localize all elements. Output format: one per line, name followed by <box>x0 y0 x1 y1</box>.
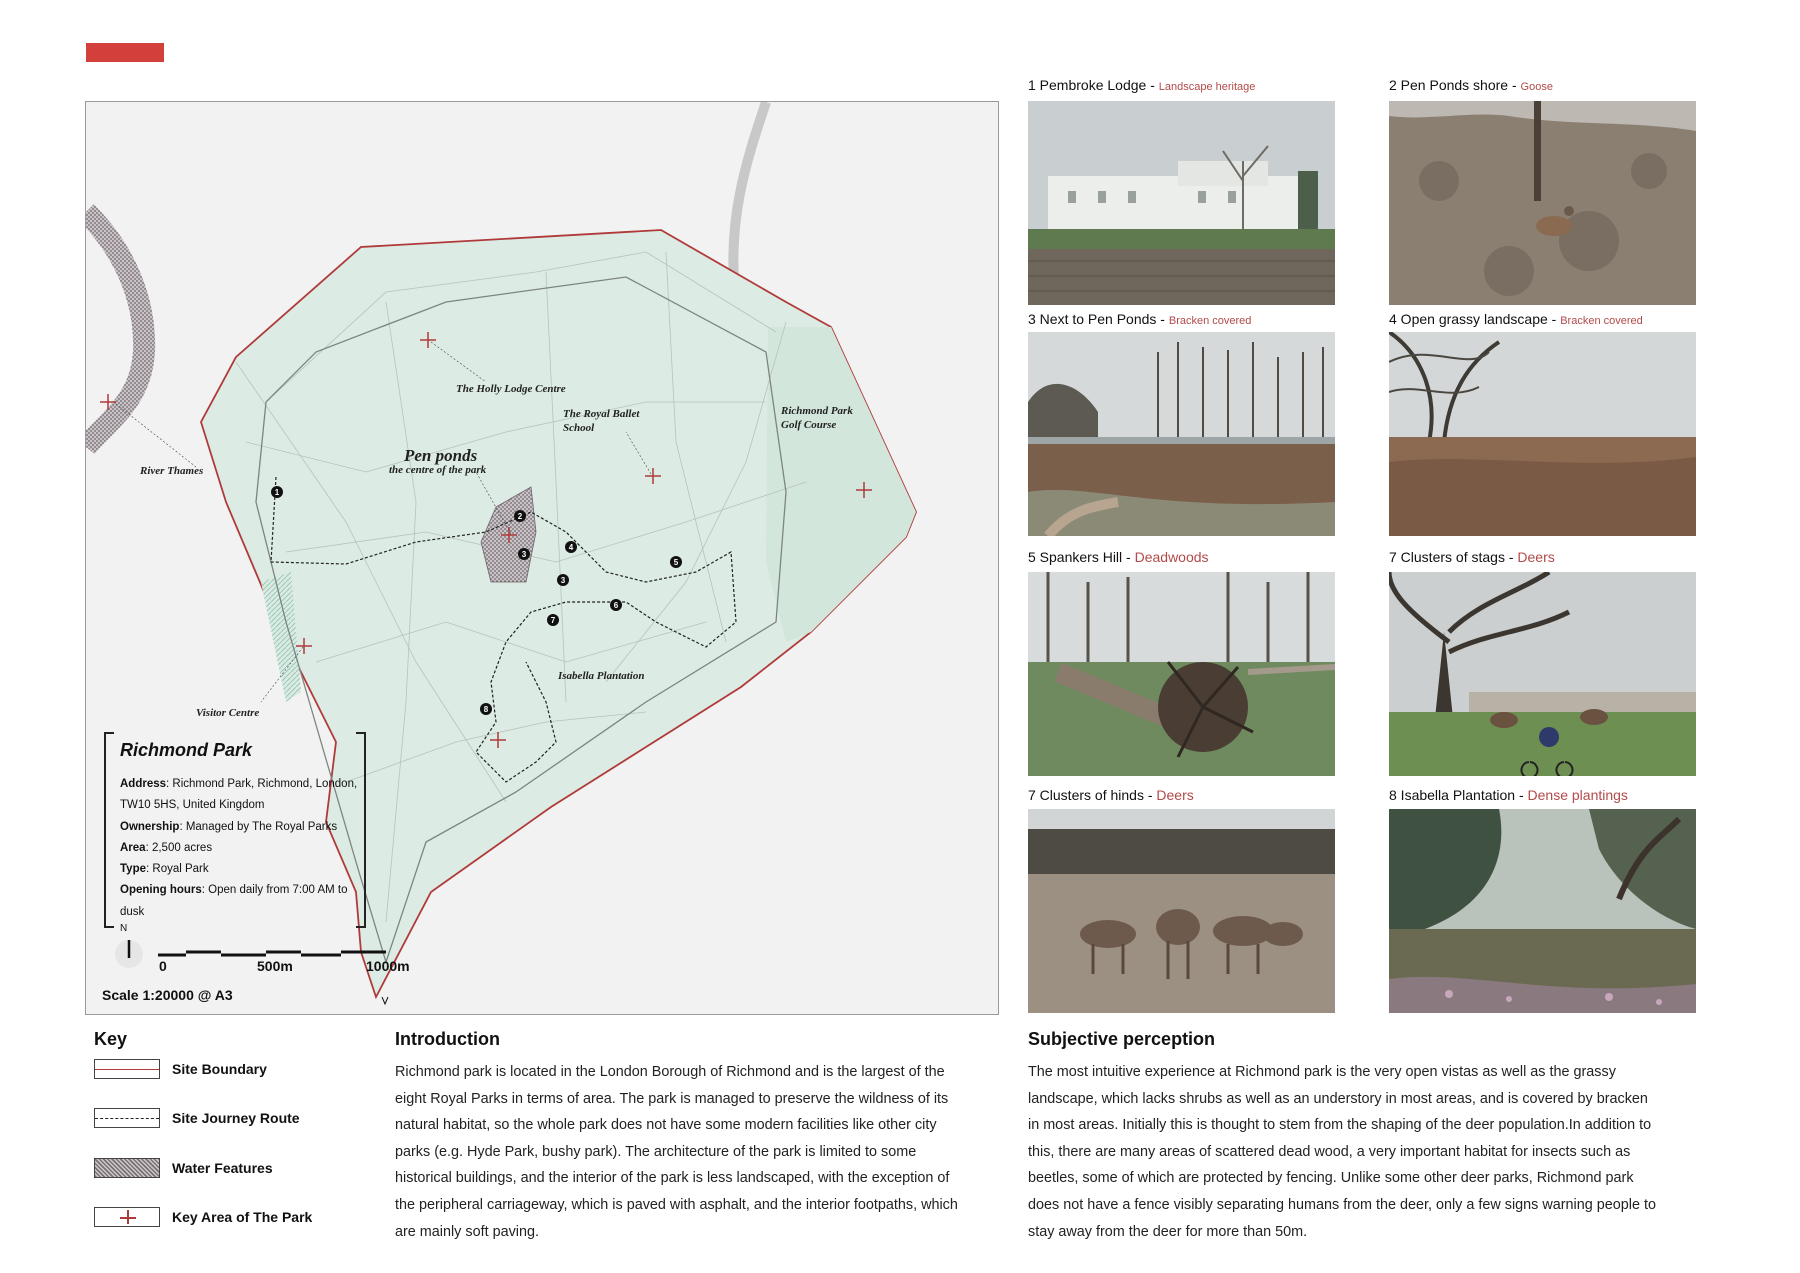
label-isabella: Isabella Plantation <box>558 670 645 682</box>
intro-title: Introduction <box>395 1029 500 1049</box>
area-value: : 2,500 acres <box>145 841 213 854</box>
hours-label: Opening hours <box>120 884 202 897</box>
ownership-label: Ownership <box>120 820 180 833</box>
label-pen-ponds: Pen ponds <box>404 446 478 465</box>
photo-spankers-hill <box>1028 572 1335 776</box>
boundary-swatch <box>94 1059 160 1079</box>
label-visitor-centre: Visitor Centre <box>196 707 260 719</box>
key-label: Key Area of The Park <box>172 1209 313 1225</box>
key-label: Site Boundary <box>172 1061 267 1077</box>
type-label: Type <box>120 863 146 876</box>
label-river-thames: River Thames <box>140 465 204 477</box>
photo-pen-ponds-shore <box>1389 101 1696 305</box>
perception-body: The most intuitive experience at Richmond park is the very open vistas as well as the grassy landscape, which lacks shrubs as well as an understory in most areas, and is covered by bracken in most areas. Initially this is thought to stem from the shaping of the deer population.In addition to this, there are many areas of scattered dead wood, a very important habitat for insects such as beetles, some of which are protected by fencing. Unlike some other deer parks, Richmond park does not have a fence visibly separating humans from the deer, only a few signs warning people to stay away from the deer for more than 50m. <box>1028 1064 1656 1240</box>
route-point-3: 3 <box>521 550 527 559</box>
photo-caption-3: 3 Next to Pen Ponds - Bracken covered <box>1028 311 1252 327</box>
address-label: Address <box>120 778 167 790</box>
route-point-1: 1 <box>274 488 280 497</box>
north-arrow-label: N <box>120 923 128 934</box>
photo-caption-7: 7 Clusters of hinds - Deers <box>1028 787 1194 803</box>
key-title: Key <box>94 1029 128 1049</box>
intro-body: Richmond park is located in the London Borough of Richmond and is the largest of the eight Royal Parks in terms of area. The park is managed to preserve the wildness of its natural habitat, so the whole park does not have some modern facilities like other city parks (e.g. Hyde Park, bushy park). The architecture of the park is limited to some historical buildings, and the interior of the park is less landscaped, with the exception of the peripheral carriageway, which is paved with asphalt, and the interior footpaths, which are mainly soft paving. <box>395 1064 958 1240</box>
label-royal-ballet: The Royal Ballet School <box>563 408 640 434</box>
key-area-swatch <box>94 1207 160 1227</box>
photo-hinds <box>1028 809 1335 1013</box>
photo-pembroke-lodge <box>1028 101 1335 305</box>
scale-tick-1000: 1000m <box>366 958 410 974</box>
route-point-2: 2 <box>517 512 523 521</box>
park-title: Richmond Park <box>120 740 253 760</box>
route-point-7: 6 <box>613 601 619 610</box>
route-point-8: 7 <box>550 616 556 625</box>
photo-caption-4: 4 Open grassy landscape - Bracken covered <box>1389 311 1643 327</box>
route-point-4: 4 <box>568 543 574 552</box>
route-point-6: 5 <box>673 558 679 567</box>
photo-caption-6: 7 Clusters of stags - Deers <box>1389 549 1555 565</box>
photo-caption-5: 5 Spankers Hill - Deadwoods <box>1028 549 1209 565</box>
hours-line-1: : Open daily from 7:00 AM to <box>201 884 348 897</box>
photo-stags <box>1389 572 1696 776</box>
water-swatch <box>94 1158 160 1178</box>
ownership-value: : Managed by The Royal Parks <box>179 820 338 833</box>
type-value: : Royal Park <box>146 863 209 876</box>
park-map <box>85 101 999 1015</box>
route-swatch <box>94 1108 160 1128</box>
photo-open-grassy <box>1389 332 1696 536</box>
address-line-1: : Richmond Park, Richmond, London, <box>166 778 358 790</box>
label-holly-lodge: The Holly Lodge Centre <box>456 383 566 395</box>
photo-caption-1: 1 Pembroke Lodge - Landscape heritage <box>1028 77 1256 93</box>
perception-title: Subjective perception <box>1028 1029 1216 1049</box>
hours-line-2: dusk <box>120 905 145 918</box>
scale-tick-0: 0 <box>159 958 167 974</box>
address-line-2: TW10 5HS, United Kingdom <box>120 799 265 812</box>
scale-text: Scale 1:20000 @ A3 <box>102 987 233 1003</box>
photo-caption-2: 2 Pen Ponds shore - Goose <box>1389 77 1553 93</box>
scale-tick-500: 500m <box>257 958 293 974</box>
key-label: Site Journey Route <box>172 1110 300 1126</box>
accent-bar <box>86 43 164 62</box>
photo-caption-8: 8 Isabella Plantation - Dense plantings <box>1389 787 1628 803</box>
photo-next-to-pen-ponds <box>1028 332 1335 536</box>
route-point-9: 8 <box>483 705 489 714</box>
label-golf-course: Richmond Park Golf Course <box>781 405 853 431</box>
park-info-box <box>104 732 366 924</box>
route-point-5: 3 <box>560 576 566 585</box>
area-label: Area <box>120 841 146 854</box>
key-label: Water Features <box>172 1160 273 1176</box>
label-pen-ponds-sub: the centre of the park <box>389 464 487 476</box>
photo-isabella-plantation <box>1389 809 1696 1013</box>
